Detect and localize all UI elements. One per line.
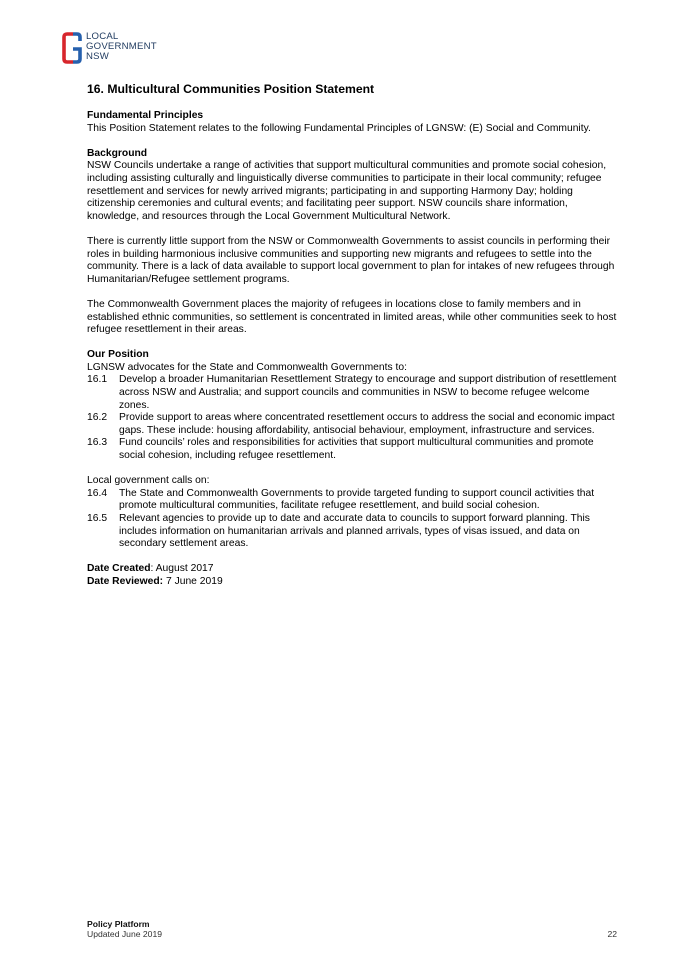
lgnsw-logo <box>62 32 157 64</box>
logo-line-government: GOVERNMENT <box>86 41 157 53</box>
date-reviewed-label: Date Reviewed: <box>87 575 164 587</box>
position-item <box>87 513 617 551</box>
logo-wordmark <box>86 32 157 63</box>
page-title: 16. Multicultural Communities Position Statement <box>87 82 375 96</box>
position-item-text: Develop a broader Humanitarian Resettlement Strategy to encourage and support distribution of resettlement across NSW and Australia; and support councils and communities in NSW to become refugee welcome zones. <box>119 374 617 411</box>
page-footer <box>87 919 617 940</box>
lgnsw-g-icon <box>62 32 82 64</box>
footer-title: Policy Platform <box>87 919 150 929</box>
position-item-text: Relevant agencies to provide up to date and accurate data to councils to support forward planning. This includes information on humanitarian arrivals and planned arrivals, types of visas issued, and data on secondary settlement areas. <box>119 513 590 550</box>
position-intro: LGNSW advocates for the State and Commonwealth Governments to: <box>87 361 407 373</box>
position-item-number: 16.3 <box>87 437 108 449</box>
position-item <box>87 437 617 462</box>
background-paragraph-3: The Commonwealth Government places the majority of refugees in locations close to family members and in established ethnic communities, so settlement is concentrated in limited areas, while other communities seek to host refugee resettlement in their areas. <box>87 298 617 336</box>
background-paragraph-1: NSW Councils undertake a range of activities that support multicultural communities and promote social cohesion, including assisting culturally and linguistically diverse communities to participate in their local community; refugee resettlement and services for newly arrived migrants; participating in and supporting Harmony Day; holding citizenship ceremonies and cultural events; and facilitating peer support. NSW councils share information, knowledge, and resources through the Local Government Multicultural Network. <box>87 160 607 222</box>
background-heading: Background <box>87 147 148 159</box>
position-item-text: Fund councils’ roles and responsibilities for activities that support multicultural communities and promote social cohesion, including refugee resettlement. <box>119 437 594 462</box>
position-item <box>87 374 617 412</box>
logo-line-local: LOCAL <box>86 31 119 42</box>
position-item-text: The State and Commonwealth Governments to provide targeted funding to support council activities that promote multicultural communities, facilitate refugee resettlement, and build social cohesion. <box>119 487 595 512</box>
date-created-label: Date Created <box>87 563 151 575</box>
date-reviewed-value: 7 June 2019 <box>163 575 223 587</box>
our-position-heading: Our Position <box>87 349 149 361</box>
fundamental-principles-text: This Position Statement relates to the following Fundamental Principles of LGNSW: (E) Social and Community. <box>87 122 591 134</box>
position-item-number: 16.4 <box>87 487 108 499</box>
position-item-number: 16.2 <box>87 412 108 424</box>
position-item <box>87 488 617 513</box>
position-item-number: 16.1 <box>87 374 108 386</box>
position-item <box>87 412 617 437</box>
background-paragraph-2: There is currently little support from the NSW or Commonwealth Governments to assist councils in performing their roles in building harmonious inclusive communities and supporting new migrants and refugees to settle into the community. There is a lack of data available to support local government to plan for intakes of new refugees through Humanitarian/Refugee settlement programs. <box>87 235 615 285</box>
logo-line-nsw: NSW <box>86 51 109 63</box>
document-body <box>87 82 617 589</box>
position-item-text: Provide support to areas where concentrated resettlement occurs to address the social and economic impact gaps. These include: housing affordability, antisocial behaviour, employment, infrastructure and services. <box>119 412 615 436</box>
local-government-intro: Local government calls on: <box>87 475 210 487</box>
date-reviewed <box>87 576 617 589</box>
page-number: 22 <box>607 929 617 940</box>
date-created-value: : August 2017 <box>150 563 214 575</box>
position-item-number: 16.5 <box>87 513 108 524</box>
date-created <box>87 563 617 576</box>
footer-updated: Updated June 2019 <box>87 929 163 940</box>
fundamental-principles-heading: Fundamental Principles <box>87 110 204 121</box>
